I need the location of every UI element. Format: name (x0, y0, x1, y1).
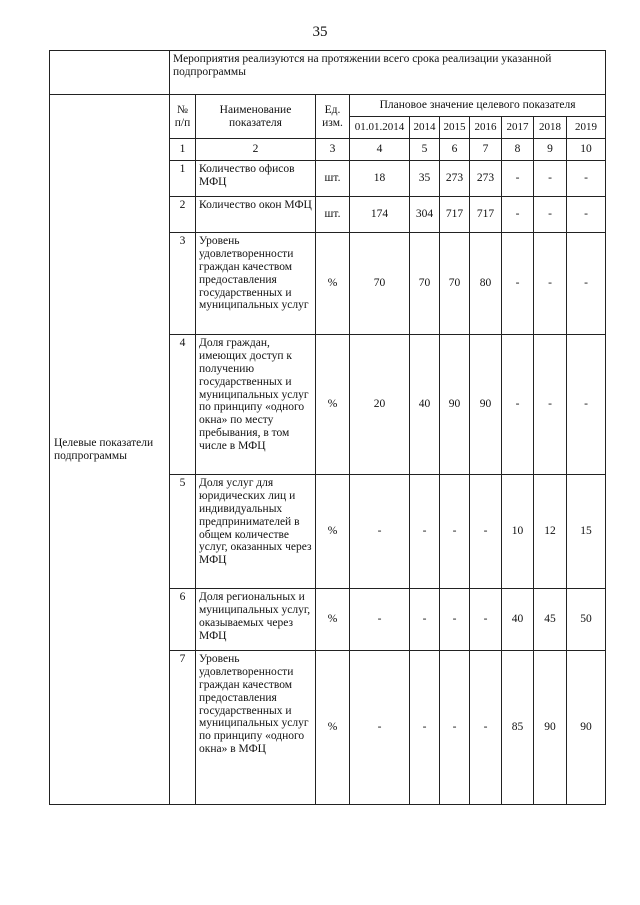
value-cell: - (567, 161, 606, 197)
column-number: 3 (316, 139, 350, 161)
indicators-table (49, 50, 606, 805)
value-cell: 80 (470, 233, 502, 335)
value-cell: - (440, 589, 470, 651)
value-cell: - (350, 475, 410, 589)
unit-cell: % (316, 233, 350, 335)
header-unit: Ед. изм. (316, 95, 350, 139)
value-cell: - (350, 651, 410, 805)
header-year: 01.01.2014 (350, 117, 410, 139)
page-number: 35 (312, 24, 328, 40)
value-cell: 85 (502, 651, 534, 805)
row-number: 3 (170, 233, 196, 335)
column-number: 2 (196, 139, 316, 161)
value-cell: - (502, 161, 534, 197)
header-year: 2018 (534, 117, 567, 139)
value-cell: 90 (440, 335, 470, 475)
column-number: 10 (567, 139, 606, 161)
indicator-name: Количество окон МФЦ (196, 197, 316, 233)
unit-cell: % (316, 475, 350, 589)
row-number: 4 (170, 335, 196, 475)
indicator-name: Уровень удовлетворенности граждан качеством предоставления государственных и муниципальных услуг (196, 233, 316, 335)
value-cell: 174 (350, 197, 410, 233)
value-cell: 35 (410, 161, 440, 197)
value-cell: - (502, 197, 534, 233)
value-cell: 45 (534, 589, 567, 651)
value-cell: - (534, 233, 567, 335)
value-cell: - (470, 475, 502, 589)
value-cell: - (470, 651, 502, 805)
indicator-name: Уровень удовлетворенности граждан качеством предоставления государственных и муниципальных услуг по принципу «одного окна» в МФЦ (196, 651, 316, 805)
value-cell: 90 (534, 651, 567, 805)
value-cell: - (410, 475, 440, 589)
value-cell: - (470, 589, 502, 651)
value-cell: 90 (470, 335, 502, 475)
note-text: Мероприятия реализуются на протяжении всего срока реализации указанной подпрограммы (170, 51, 606, 95)
column-number: 6 (440, 139, 470, 161)
value-cell: - (534, 161, 567, 197)
value-cell: 20 (350, 335, 410, 475)
row-number: 6 (170, 589, 196, 651)
value-cell: 15 (567, 475, 606, 589)
value-cell: - (567, 233, 606, 335)
column-number: 7 (470, 139, 502, 161)
header-year: 2015 (440, 117, 470, 139)
unit-cell: шт. (316, 197, 350, 233)
row-number: 2 (170, 197, 196, 233)
value-cell: - (350, 589, 410, 651)
value-cell: 40 (410, 335, 440, 475)
column-number: 4 (350, 139, 410, 161)
row-number: 7 (170, 651, 196, 805)
value-cell: 273 (470, 161, 502, 197)
value-cell: 12 (534, 475, 567, 589)
row-number: 1 (170, 161, 196, 197)
header-year: 2014 (410, 117, 440, 139)
header-plan: Плановое значение целевого показателя (350, 95, 606, 117)
column-number: 9 (534, 139, 567, 161)
value-cell: 70 (440, 233, 470, 335)
indicator-name: Доля граждан, имеющих доступ к получению государственных и муниципальных услуг по принципу «одного окна» по месту пребывания, в том числе в МФЦ (196, 335, 316, 475)
value-cell: 70 (410, 233, 440, 335)
value-cell: 70 (350, 233, 410, 335)
value-cell: - (534, 335, 567, 475)
value-cell: 717 (470, 197, 502, 233)
header-year: 2019 (567, 117, 606, 139)
column-number: 1 (170, 139, 196, 161)
value-cell: - (410, 651, 440, 805)
value-cell: 50 (567, 589, 606, 651)
unit-cell: % (316, 335, 350, 475)
value-cell: 273 (440, 161, 470, 197)
column-number: 8 (502, 139, 534, 161)
value-cell: - (502, 233, 534, 335)
header-num: № п/п (170, 95, 196, 139)
column-number: 5 (410, 139, 440, 161)
value-cell: - (502, 335, 534, 475)
value-cell: 90 (567, 651, 606, 805)
value-cell: - (440, 651, 470, 805)
value-cell: 717 (440, 197, 470, 233)
value-cell: - (410, 589, 440, 651)
value-cell: 18 (350, 161, 410, 197)
value-cell: - (567, 335, 606, 475)
value-cell: - (534, 197, 567, 233)
indicator-name: Доля региональных и муниципальных услуг, оказываемых через МФЦ (196, 589, 316, 651)
row-number: 5 (170, 475, 196, 589)
header-year: 2016 (470, 117, 502, 139)
unit-cell: % (316, 589, 350, 651)
value-cell: 40 (502, 589, 534, 651)
unit-cell: % (316, 651, 350, 805)
unit-cell: шт. (316, 161, 350, 197)
value-cell: - (440, 475, 470, 589)
indicator-name: Количество офисов МФЦ (196, 161, 316, 197)
indicator-name: Доля услуг для юридических лиц и индивидуальных предпринимателей в общем количестве услуг, оказанных через МФЦ (196, 475, 316, 589)
side-label: Целевые показатели подпрограммы (50, 95, 170, 805)
value-cell: 10 (502, 475, 534, 589)
value-cell: 304 (410, 197, 440, 233)
header-year: 2017 (502, 117, 534, 139)
empty-cell (50, 51, 170, 95)
value-cell: - (567, 197, 606, 233)
header-name: Наименование показателя (196, 95, 316, 139)
